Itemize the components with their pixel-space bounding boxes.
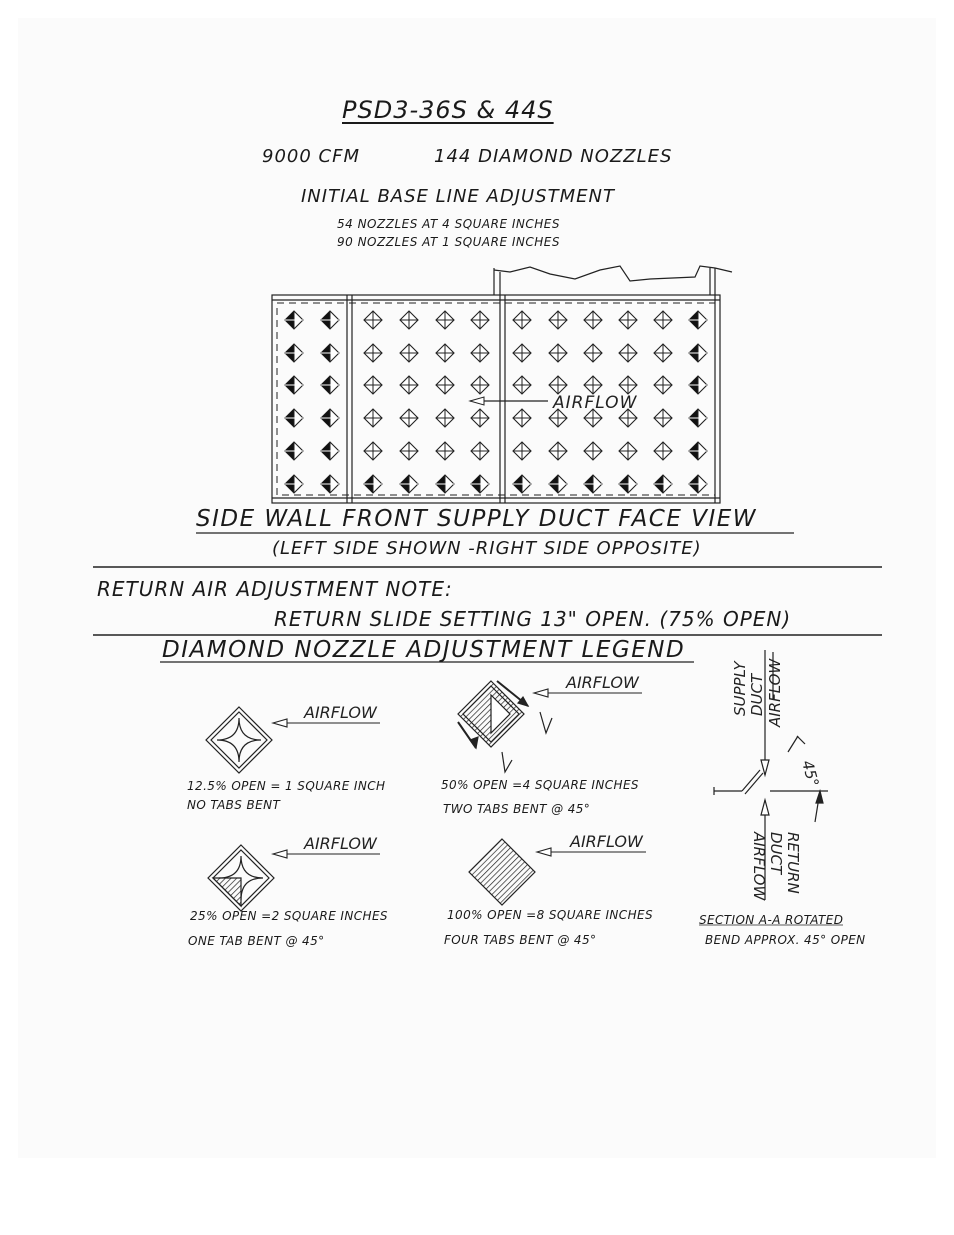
legend-nozzle-25-icon bbox=[208, 845, 274, 911]
duct-airflow-label: AIRFLOW bbox=[553, 393, 638, 413]
legend-2-line-1: 50% OPEN =4 SQUARE INCHES bbox=[441, 778, 639, 792]
section-angle-label: 45° bbox=[798, 758, 823, 789]
legend-heading: DIAMOND NOZZLE ADJUSTMENT LEGEND bbox=[162, 637, 686, 663]
nozzle-icon bbox=[436, 311, 454, 329]
nozzle-icon bbox=[471, 475, 489, 493]
legend-1-line-2: NO TABS BENT bbox=[187, 798, 281, 812]
nozzle-icon bbox=[471, 344, 489, 362]
nozzle-icon bbox=[321, 376, 339, 394]
nozzle-icon bbox=[364, 344, 382, 362]
legend-3-line-2: ONE TAB BENT @ 45° bbox=[188, 934, 325, 948]
baseline-heading: INITIAL BASE LINE ADJUSTMENT bbox=[301, 186, 615, 207]
nozzle-icon bbox=[654, 344, 672, 362]
nozzle-icon bbox=[513, 311, 531, 329]
nozzle-icon bbox=[400, 409, 418, 427]
nozzle-icon bbox=[619, 442, 637, 460]
nozzle-icon bbox=[436, 376, 454, 394]
legend-2-line-2: TWO TABS BENT @ 45° bbox=[443, 802, 591, 816]
nozzle-icon bbox=[400, 311, 418, 329]
nozzle-icon bbox=[321, 311, 339, 329]
nozzle-icon bbox=[471, 376, 489, 394]
nozzle-icon bbox=[285, 409, 303, 427]
legend-nozzle-100-icon bbox=[469, 839, 535, 905]
nozzle-icon bbox=[321, 475, 339, 493]
nozzle-icon bbox=[689, 311, 707, 329]
section-airflow-label: AIRFLOW bbox=[766, 658, 784, 727]
nozzle-icon bbox=[689, 409, 707, 427]
nozzle-icon bbox=[513, 344, 531, 362]
baseline-line-1: 54 NOZZLES AT 4 SQUARE INCHES bbox=[337, 217, 560, 231]
nozzle-icon bbox=[285, 442, 303, 460]
nozzle-icon bbox=[471, 442, 489, 460]
nozzle-icon bbox=[471, 409, 489, 427]
legend-1-line-1: 12.5% OPEN = 1 SQUARE INCH bbox=[187, 779, 386, 793]
nozzle-icon bbox=[364, 442, 382, 460]
nozzle-icon bbox=[619, 376, 637, 394]
section-return-airflow-label: AIRFLOW bbox=[750, 832, 768, 901]
nozzle-icon bbox=[321, 442, 339, 460]
legend-3-airflow-label: AIRFLOW bbox=[304, 834, 377, 853]
nozzle-icon bbox=[549, 475, 567, 493]
legend-4-line-2: FOUR TABS BENT @ 45° bbox=[444, 933, 597, 947]
nozzle-icon bbox=[436, 344, 454, 362]
nozzle-icon bbox=[436, 409, 454, 427]
legend-4-line-1: 100% OPEN =8 SQUARE INCHES bbox=[447, 908, 653, 922]
nozzle-icon bbox=[436, 475, 454, 493]
nozzle-icon bbox=[584, 344, 602, 362]
nozzle-icon bbox=[584, 311, 602, 329]
nozzle-icon bbox=[584, 442, 602, 460]
nozzle-icon bbox=[285, 344, 303, 362]
nozzle-count-label: 144 DIAMOND NOZZLES bbox=[434, 146, 673, 167]
nozzle-icon bbox=[549, 344, 567, 362]
legend-nozzle-12-5-icon bbox=[206, 707, 272, 773]
return-note-text: RETURN SLIDE SETTING 13" OPEN. (75% OPEN) bbox=[274, 607, 792, 631]
duct-airflow-arrow bbox=[470, 397, 548, 405]
nozzle-icon bbox=[400, 344, 418, 362]
nozzle-icon bbox=[689, 344, 707, 362]
nozzle-icon bbox=[654, 311, 672, 329]
nozzle-icon bbox=[689, 442, 707, 460]
nozzle-icon bbox=[285, 376, 303, 394]
section-caption: SECTION A-A ROTATED bbox=[699, 913, 844, 927]
legend-2-airflow-label: AIRFLOW bbox=[566, 673, 639, 692]
cfm-label: 9000 CFM bbox=[262, 146, 360, 167]
nozzle-icon bbox=[549, 311, 567, 329]
nozzle-icon bbox=[654, 475, 672, 493]
nozzle-icon bbox=[400, 376, 418, 394]
nozzle-grid bbox=[285, 311, 707, 493]
section-return-label: RETURN bbox=[784, 832, 802, 894]
legend-1-airflow-label: AIRFLOW bbox=[304, 703, 377, 722]
section-supply-label: SUPPLY bbox=[731, 661, 749, 716]
legend-3-line-1: 25% OPEN =2 SQUARE INCHES bbox=[190, 909, 388, 923]
nozzle-icon bbox=[513, 409, 531, 427]
nozzle-icon bbox=[400, 475, 418, 493]
legend-4-airflow-label: AIRFLOW bbox=[570, 832, 643, 851]
nozzle-icon bbox=[364, 475, 382, 493]
nozzle-icon bbox=[689, 376, 707, 394]
nozzle-icon bbox=[654, 376, 672, 394]
section-duct-label: DUCT bbox=[748, 673, 766, 716]
nozzle-icon bbox=[549, 442, 567, 460]
baseline-line-2: 90 NOZZLES AT 1 SQUARE INCHES bbox=[337, 235, 560, 249]
nozzle-icon bbox=[654, 442, 672, 460]
nozzle-icon bbox=[471, 311, 489, 329]
nozzle-icon bbox=[513, 376, 531, 394]
section-subcaption: BEND APPROX. 45° OPEN bbox=[705, 933, 866, 947]
duct-dashed-frame bbox=[277, 303, 715, 495]
nozzle-icon bbox=[436, 442, 454, 460]
nozzle-icon bbox=[689, 475, 707, 493]
nozzle-icon bbox=[619, 344, 637, 362]
nozzle-icon bbox=[619, 475, 637, 493]
nozzle-icon bbox=[584, 475, 602, 493]
return-note-heading: RETURN AIR ADJUSTMENT NOTE: bbox=[97, 577, 453, 601]
nozzle-icon bbox=[285, 475, 303, 493]
drawing-title: PSD3-36S & 44S bbox=[342, 96, 554, 124]
duct-face-caption: SIDE WALL FRONT SUPPLY DUCT FACE VIEW bbox=[196, 506, 758, 532]
nozzle-icon bbox=[654, 409, 672, 427]
nozzle-icon bbox=[619, 311, 637, 329]
nozzle-icon bbox=[513, 442, 531, 460]
nozzle-icon bbox=[513, 475, 531, 493]
nozzle-icon bbox=[321, 344, 339, 362]
nozzle-icon bbox=[285, 311, 303, 329]
nozzle-icon bbox=[364, 409, 382, 427]
nozzle-icon bbox=[549, 376, 567, 394]
nozzle-icon bbox=[584, 376, 602, 394]
duct-face-subcaption: (LEFT SIDE SHOWN -RIGHT SIDE OPPOSITE) bbox=[272, 538, 702, 559]
section-return-duct-label: DUCT bbox=[767, 832, 785, 875]
nozzle-icon bbox=[364, 376, 382, 394]
nozzle-icon bbox=[400, 442, 418, 460]
nozzle-icon bbox=[321, 409, 339, 427]
nozzle-icon bbox=[364, 311, 382, 329]
